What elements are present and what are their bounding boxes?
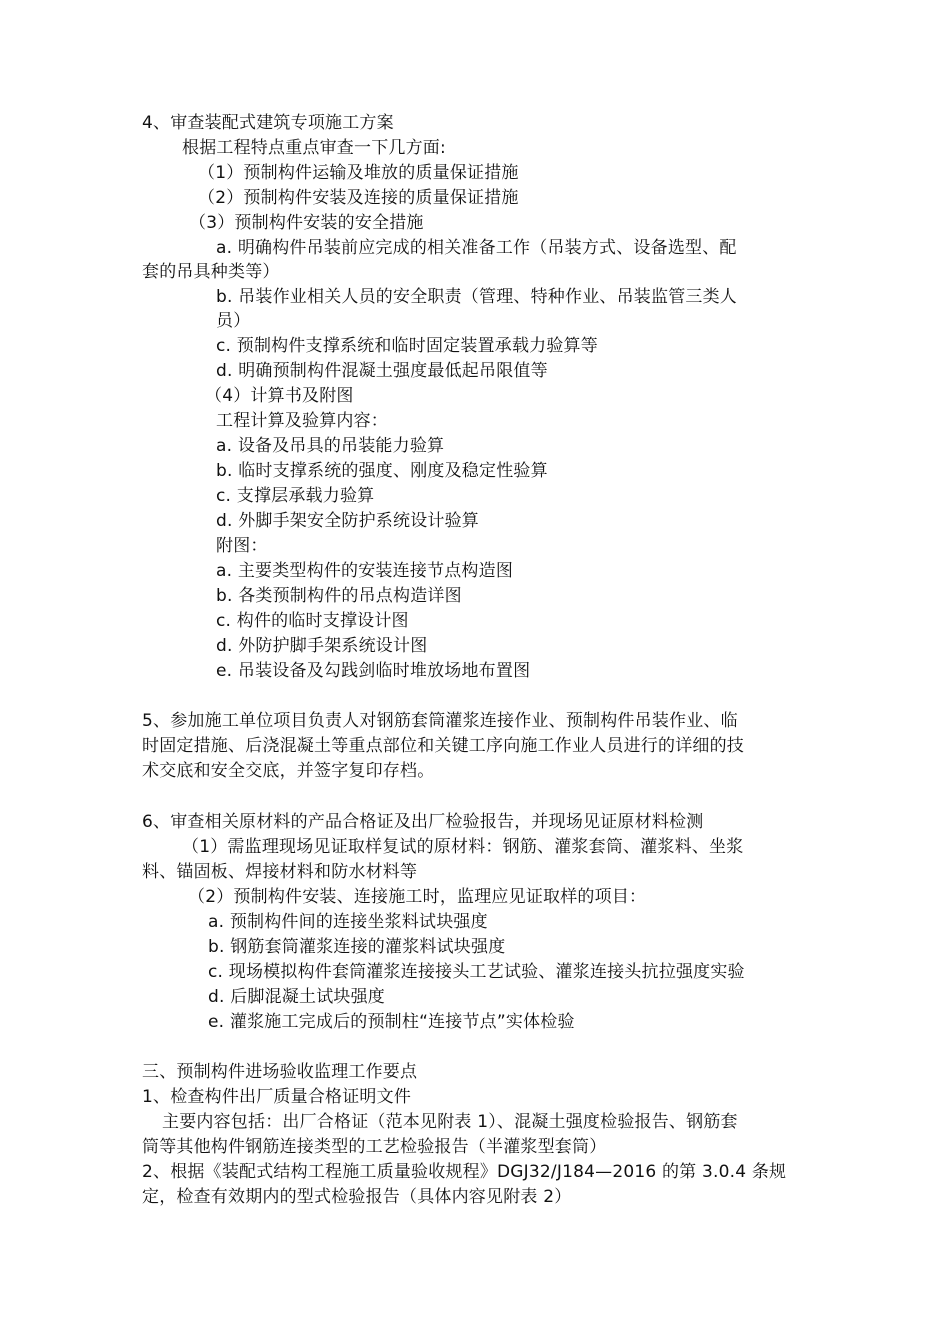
sec4-item-3a-line2: 套的吊具种类等） <box>142 262 280 282</box>
sec4-item-2: （2）预制构件安装及连接的质量保证措施 <box>198 188 519 208</box>
fig-item-b: b. 各类预制构件的吊点构造详图 <box>216 586 462 606</box>
fig-item-e: e. 吊装设备及勾践剑临时堆放场地布置图 <box>216 661 531 681</box>
part3-s2-line2: 定，检查有效期内的型式检验报告（具体内容见附表 2） <box>142 1187 572 1207</box>
sec5-line2: 时固定措施、后浇混凝土等重点部位和关键工序向施工作业人员进行的详细的技 <box>142 736 744 756</box>
sec4-item-1: （1）预制构件运输及堆放的质量保证措施 <box>198 163 519 183</box>
sec6-item-b: b. 钢筋套筒灌浆连接的灌浆料试块强度 <box>208 937 506 957</box>
part3-s1-title: 1、检查构件出厂质量合格证明文件 <box>142 1087 412 1107</box>
fig-item-a: a. 主要类型构件的安装连接节点构造图 <box>216 561 514 581</box>
sec4-item-4: （4）计算书及附图 <box>205 386 354 406</box>
sec4-item-3d: d. 明确预制构件混凝土强度最低起吊限值等 <box>216 361 548 381</box>
calc-item-d: d. 外脚手架安全防护系统设计验算 <box>216 511 479 531</box>
calc-item-a: a. 设备及吊具的吊装能力验算 <box>216 436 445 456</box>
fig-item-d: d. 外防护脚手架系统设计图 <box>216 636 428 656</box>
sec4-title: 4、审查装配式建筑专项施工方案 <box>142 113 394 133</box>
sec4-item-3b-line2: 员） <box>216 311 251 331</box>
sec5-line3: 术交底和安全交底，并签字复印存档。 <box>142 761 435 781</box>
sec4-item-3b-line1: b. 吊装作业相关人员的安全职责（管理、特种作业、吊装监管三类人 <box>216 287 737 307</box>
sec6-item-a: a. 预制构件间的连接坐浆料试块强度 <box>208 912 488 932</box>
sec5-line1: 5、参加施工单位项目负责人对钢筋套筒灌浆连接作业、预制构件吊装作业、临 <box>142 711 738 731</box>
sec4-item-3a-line1: a. 明确构件吊装前应完成的相关准备工作（吊装方式、设备选型、配 <box>216 238 737 258</box>
calc-title: 工程计算及验算内容： <box>216 411 388 431</box>
part3-s1-line2: 筒等其他构件钢筋连接类型的工艺检验报告（半灌浆型套筒） <box>142 1137 607 1157</box>
part3-s1-line1: 主要内容包括：出厂合格证（范本见附表 1）、混凝土强度检验报告、钢筋套 <box>162 1112 738 1132</box>
fig-item-c: c. 构件的临时支撑设计图 <box>216 611 409 631</box>
fig-title: 附图： <box>216 536 268 556</box>
sec6-item-2: （2）预制构件安装、连接施工时，监理应见证取样的项目： <box>188 887 647 907</box>
sec6-item-1-line1: （1）需监理现场见证取样复试的原材料：钢筋、灌浆套筒、灌浆料、坐浆 <box>182 837 744 857</box>
calc-item-b: b. 临时支撑系统的强度、刚度及稳定性验算 <box>216 461 548 481</box>
sec6-item-c: c. 现场模拟构件套筒灌浆连接接头工艺试验、灌浆连接头抗拉强度实验 <box>208 962 745 982</box>
sec6-item-e: e. 灌浆施工完成后的预制柱“连接节点”实体检验 <box>208 1012 575 1032</box>
sec4-intro: 根据工程特点重点审查一下几方面: <box>182 138 446 158</box>
part3-s2-line1: 2、根据《装配式结构工程施工质量验收规程》DGJ32/J184—2016 的第 3.0.4 条规 <box>142 1162 787 1182</box>
part3-title: 三、预制构件进场验收监理工作要点 <box>142 1062 418 1082</box>
calc-item-c: c. 支撑层承载力验算 <box>216 486 375 506</box>
sec4-item-3: （3）预制构件安装的安全措施 <box>189 213 424 233</box>
sec6-item-1-line2: 料、锚固板、焊接材料和防水材料等 <box>142 862 418 882</box>
sec6-title: 6、审查相关原材料的产品合格证及出厂检验报告，并现场见证原材料检测 <box>142 812 704 832</box>
sec4-item-3c: c. 预制构件支撑系统和临时固定装置承载力验算等 <box>216 336 598 356</box>
sec6-item-d: d. 后脚混凝土试块强度 <box>208 987 385 1007</box>
